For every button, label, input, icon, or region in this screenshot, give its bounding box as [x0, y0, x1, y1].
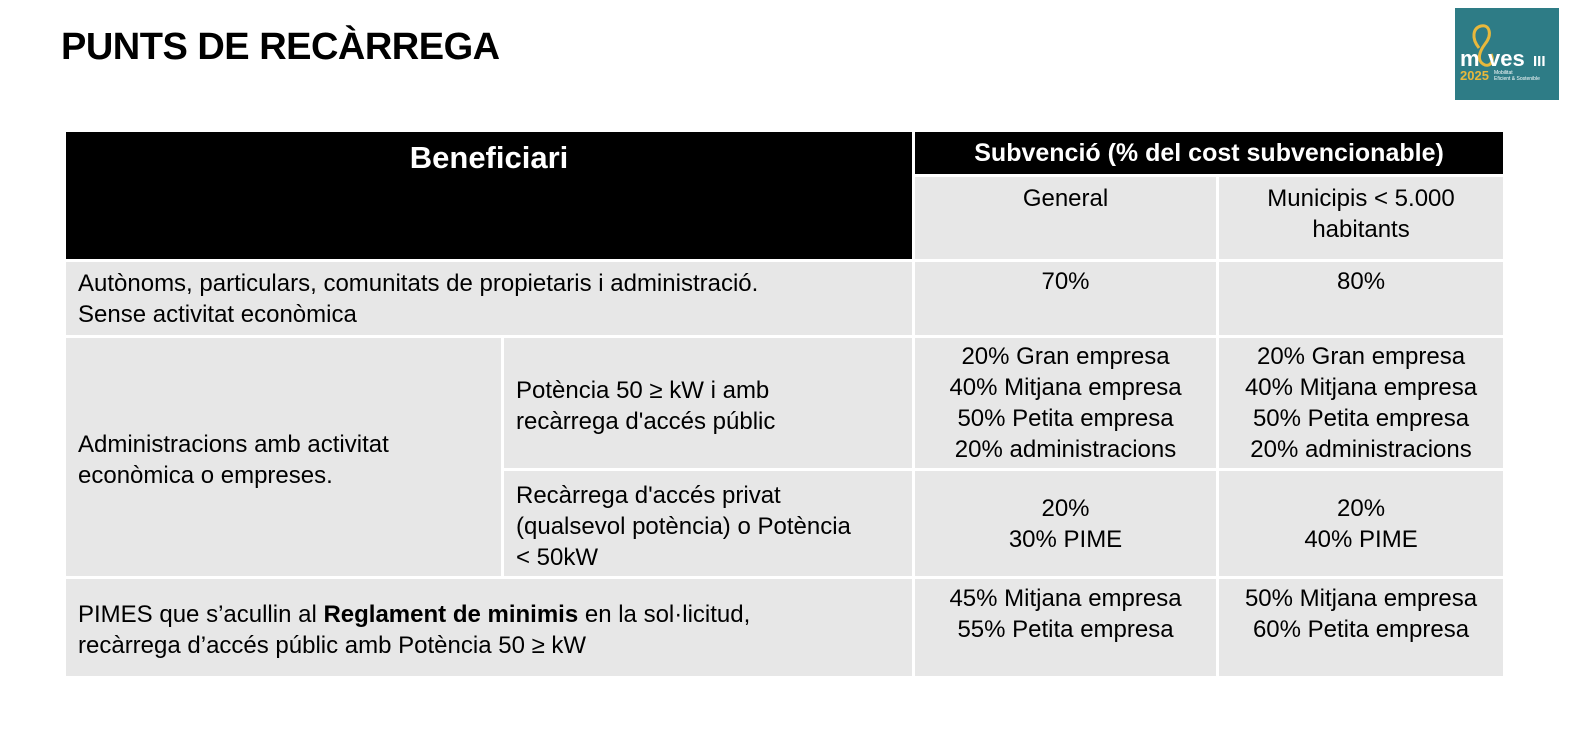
row2a-condition	[503, 337, 914, 470]
row2b-general	[914, 470, 1218, 578]
moves-logo	[1455, 8, 1559, 100]
list-item: 30% PIME	[1008, 525, 1123, 553]
row1-municipis: 80%	[1218, 261, 1505, 337]
list-item: 20% administracions	[954, 436, 1177, 463]
row3-beneficiari-line1	[78, 599, 900, 630]
list-item: 40% Mitjana empresa	[949, 374, 1182, 401]
row2b-condition-line2: (qualsevol potència) o Potència	[516, 513, 851, 540]
row3-beneficiari-post: en la sol·licitud,	[578, 601, 751, 628]
header-subvencio: Subvenció (% del cost subvencionable)	[914, 131, 1505, 176]
row2-beneficiari-line2: econòmica o empreses.	[78, 462, 333, 489]
list-item: 55% Petita empresa	[957, 616, 1174, 643]
table-row	[65, 261, 1505, 337]
row3-beneficiari-pre: PIMES que s’acullin al	[78, 601, 324, 628]
list-item: 20% Gran empresa	[961, 343, 1170, 370]
list-item: 50% Mitjana empresa	[1244, 585, 1478, 612]
row1-beneficiari-line1: Autònoms, particulars, comunitats de propietaris i administració.	[78, 270, 759, 297]
header-col-municipis	[1218, 176, 1505, 261]
header-beneficiari: Beneficiari	[65, 131, 914, 261]
row2a-condition-line2: recàrrega d'accés públic	[516, 408, 776, 435]
row2a-condition-line1: Potència 50 ≥ kW i amb	[516, 377, 770, 404]
table-row	[65, 337, 1505, 470]
row2b-municipis	[1218, 470, 1505, 578]
row1-beneficiari-line2: Sense activitat econòmica	[78, 301, 357, 328]
row3-beneficiari-line2: recàrrega d’accés públic amb Potència 50 ≥ kW	[78, 632, 587, 659]
row2b-condition	[503, 470, 914, 578]
list-item: 40% Mitjana empresa	[1244, 374, 1478, 401]
logo-tagline-2: Eficient & Sostenible	[1494, 76, 1540, 82]
header-col-municipis-line2: habitants	[1312, 216, 1410, 244]
list-item: 50% Petita empresa	[957, 405, 1174, 432]
logo-m: m	[1460, 46, 1480, 71]
row1-general: 70%	[914, 261, 1218, 337]
list-item: 50% Petita empresa	[1252, 405, 1470, 432]
logo-ves: ves	[1488, 46, 1525, 71]
row1-beneficiari	[65, 261, 914, 337]
row3-beneficiari-bold: Reglament de minimis	[323, 601, 579, 628]
row2-beneficiari	[65, 337, 503, 578]
list-item: 20% Gran empresa	[1256, 343, 1466, 370]
list-item: 40% PIME	[1304, 525, 1418, 553]
row3-beneficiari	[65, 578, 914, 678]
logo-suffix: III	[1533, 53, 1546, 70]
row2a-municipis	[1218, 337, 1505, 470]
row2-beneficiari-line1: Administracions amb activitat	[78, 431, 389, 458]
header-col-general-label: General	[1022, 185, 1109, 213]
row2a-general	[914, 337, 1218, 470]
subsidy-table	[63, 129, 1506, 679]
list-item: 45% Mitjana empresa	[949, 585, 1182, 612]
row2b-condition-line1: Recàrrega d'accés privat	[516, 482, 781, 509]
row2b-condition-line3: < 50kW	[516, 544, 599, 571]
page-title: PUNTS DE RECÀRREGA	[61, 26, 500, 68]
list-item: 20% administracions	[1250, 436, 1472, 463]
row3-municipis	[1218, 578, 1505, 678]
list-item: 60% Petita empresa	[1252, 616, 1470, 643]
list-item: 20%	[1041, 494, 1090, 522]
logo-year: 2025	[1460, 68, 1489, 83]
table-row	[65, 578, 1505, 678]
row3-general	[914, 578, 1218, 678]
header-col-general	[914, 176, 1218, 261]
list-item: 20%	[1337, 494, 1386, 522]
header-col-municipis-line1: Municipis < 5.000	[1267, 185, 1455, 213]
logo-tagline-1: Mobilitat	[1494, 70, 1513, 76]
moves-logo-graphic	[1455, 8, 1559, 100]
